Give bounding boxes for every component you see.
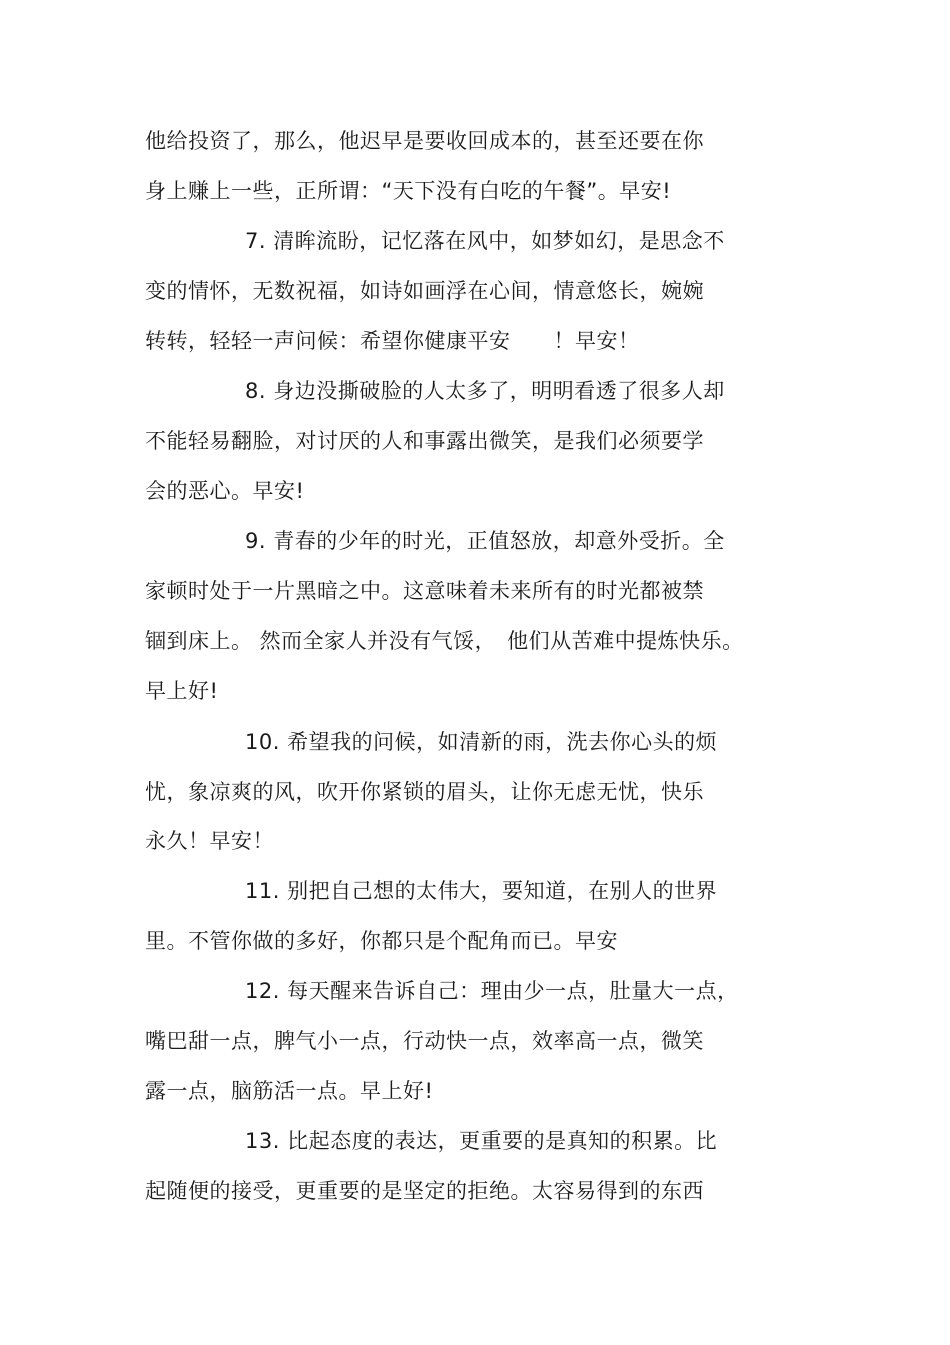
text-line: 变的情怀，无数祝福，如诗如画浮在心间，情意悠长，婉婉	[145, 279, 704, 303]
text-line: 家顿时处于一片黑暗之中。这意味着未来所有的时光都被禁	[145, 579, 704, 603]
item-11-start: 11. 别把自己想的太伟大，要知道，在别人的世界	[245, 879, 718, 903]
text-line: 起随便的接受，更重要的是坚定的拒绝。太容易得到的东西	[145, 1179, 704, 1203]
item-10-start: 10. 希望我的问候，如清新的雨，洗去你心头的烦	[245, 730, 718, 754]
text-line: 里。不管你做的多好，你都只是个配角而已。早安	[145, 929, 618, 953]
text-line: 永久！早安！	[145, 829, 274, 853]
text-line: 露一点，脑筋活一点。早上好!	[145, 1079, 434, 1103]
text-line: 早上好!	[145, 679, 219, 703]
text-line: 嘴巴甜一点，脾气小一点，行动快一点，效率高一点，微笑	[145, 1029, 704, 1053]
item-9-start: 9. 青春的少年的时光，正值怒放，却意外受折。全	[245, 529, 725, 553]
item-13-start: 13. 比起态度的表达，更重要的是真知的积累。比	[245, 1129, 718, 1153]
text-line: 转转，轻轻一声问候：希望你健康平安 ！早安！	[145, 329, 640, 353]
text-line: 锢到床上。 然而全家人并没有气馁， 他们从苦难中提炼快乐。	[145, 629, 744, 653]
text-line: 他给投资了，那么，他迟早是要收回成本的，甚至还要在你	[145, 129, 704, 153]
text-line: 身上赚上一些，正所谓：“天下没有白吃的午餐”。早安!	[145, 179, 672, 203]
text-line: 不能轻易翻脸，对讨厌的人和事露出微笑，是我们必须要学	[145, 429, 704, 453]
item-7-start: 7. 清眸流盼，记忆落在风中，如梦如幻，是思念不	[245, 229, 725, 253]
text-line: 忧，象凉爽的风，吹开你紧锁的眉头，让你无虑无忧，快乐	[145, 780, 704, 804]
item-8-start: 8. 身边没撕破脸的人太多了，明明看透了很多人却	[245, 379, 725, 403]
text-line: 会的恶心。早安!	[145, 479, 305, 503]
item-12-start: 12. 每天醒来告诉自己：理由少一点，肚量大一点，	[245, 979, 739, 1003]
